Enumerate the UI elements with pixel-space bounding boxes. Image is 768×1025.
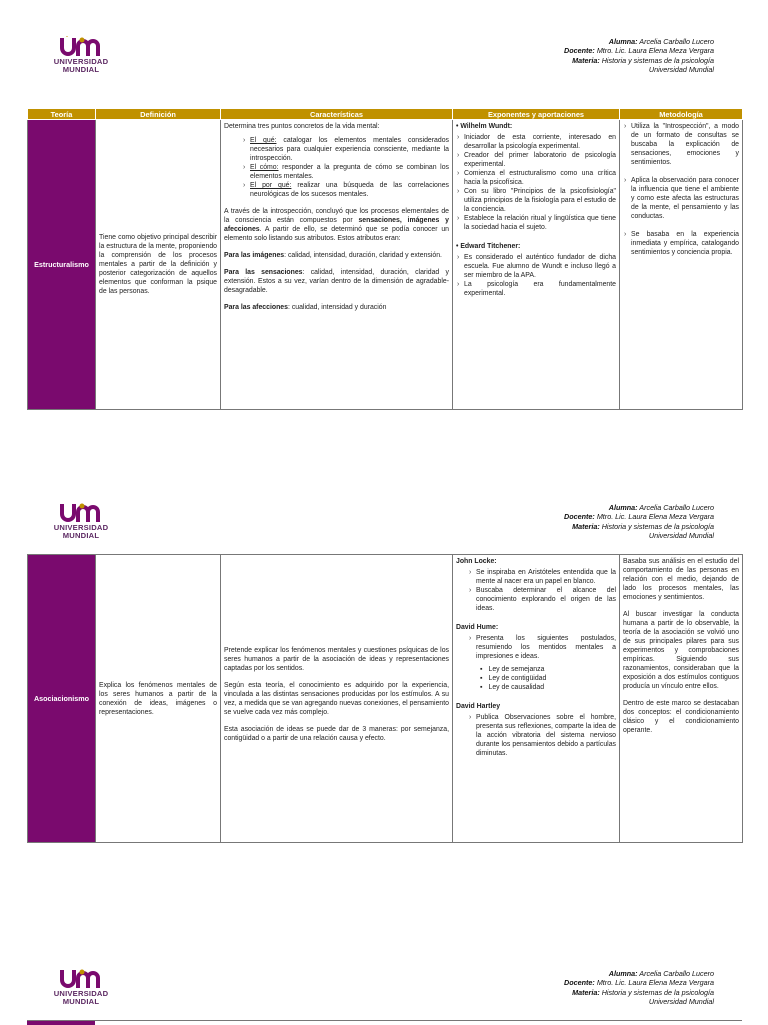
car-intro: Determina tres puntos concretos de la vida mental: [224, 123, 380, 130]
exponent-list [456, 253, 616, 298]
exponent-name: • Edward Titchener: [456, 243, 521, 250]
table-row [28, 120, 743, 410]
metodologia-cell [620, 120, 743, 410]
list-item: › Buscaba determinar el alcance del conocimiento explorando el origen de las ideas. [476, 586, 616, 613]
col-metodologia: Metodología [620, 109, 743, 120]
exponent-name: • Wilhelm Wundt: [456, 123, 513, 130]
logo-line-2: MUNDIAL [62, 531, 100, 540]
university-logo [52, 36, 112, 74]
exponent-name: John Locke: [456, 558, 497, 565]
car-paragraph: A través de la introspección, concluyó que los procesos elementales de la consciencia están compuestos por sensaciones, imágenes y afecciones. A partir de ello, se determinó que se podía conocer un elemento solo listando sus atributos. Estos atributos eran: [224, 208, 449, 242]
car-sensaciones: Para las sensaciones: calidad, intensidad, duración, claridad y extensión. Estos a su vez, varían dentro de la dimensión de agradable-desagradable. [224, 269, 449, 294]
list-item: › Iniciador de esta corriente, interesado en desarrollar la psicología experimental. [464, 133, 616, 151]
list-item: › La psicología era fundamentalmente experimental. [464, 280, 616, 298]
logo-line-1: UNIVERSIDAD [53, 57, 109, 66]
metodologia-cell [620, 555, 743, 843]
list-item: › Aplica la observación para conocer la influencia que tiene el ambiente y como este afecta las estructuras de la mente, el pensamiento y las conductas. [631, 176, 739, 221]
col-definicion: Definición [96, 109, 221, 120]
docente-label: Docente: [564, 46, 595, 56]
table-row [28, 555, 743, 843]
list-item: › Utiliza la "Introspección", a modo de un formato de consultas se buscaba la explicación de sensaciones, emociones y sentimientos. [631, 122, 739, 167]
list-item: › El cómo: responder a la pregunta de cómo se combinan los elementos mentales. [250, 163, 449, 181]
logo-line-1: UNIVERSIDAD [53, 523, 109, 532]
header-info [564, 503, 714, 540]
met-paragraph: Basaba sus análisis en el estudio del comportamiento de las personas en relación con el medio, dejando de lado los procesos mentales, las emociones y sentimientos. [623, 558, 739, 601]
theory-table-2 [27, 554, 743, 843]
col-teoria: Teoría [28, 109, 96, 120]
next-table-edge [27, 1020, 742, 1025]
logo-line-2: MUNDIAL [62, 65, 100, 74]
list-item: ▪ Ley de semejanza [480, 665, 616, 674]
table-header-row [28, 109, 743, 120]
met-paragraph: Dentro de este marco se destacaban dos conceptos: el condicionamiento clásico y el condicionamiento operante. [623, 700, 739, 734]
list-item: › Es considerado el auténtico fundador de dicha escuela. Fue alumno de Wundt e incluso llegó a ser miembro de la APA. [464, 253, 616, 280]
docente-name: Mtro. Lic. Laura Elena Meza Vergara [596, 978, 714, 988]
list-item: › El qué: catalogar los elementos mentales considerados necesarios para cualquier experiencia consciente, mediante la introspección. [250, 136, 449, 163]
materia-label: Materia: [572, 521, 600, 531]
logo-line-2: MUNDIAL [62, 997, 100, 1006]
alumna-label: Alumna: [608, 969, 638, 978]
exponent-list [456, 133, 616, 232]
list-item: ▪ Ley de contigüidad [480, 674, 616, 683]
list-item: › Comienza el estructuralismo como una crítica hacia la psicofísica. [464, 169, 616, 187]
col-exponentes: Exponentes y aportaciones [453, 109, 620, 120]
materia-label: Materia: [572, 987, 600, 997]
docente-name: Mtro. Lic. Laura Elena Meza Vergara [596, 512, 714, 522]
docente-label: Docente: [564, 978, 595, 988]
university-name: Universidad Mundial [648, 996, 714, 1006]
exponent-list [462, 713, 616, 758]
list-item: ▪ Ley de causalidad [480, 683, 616, 692]
car-paragraph: Esta asociación de ideas se puede dar de 3 maneras: por semejanza, contigüidad o a partir de una relación causa y efecto. [224, 726, 449, 742]
car-imagenes: Para las imágenes: calidad, intensidad, duración, claridad y extensión. [224, 252, 442, 259]
docente-name: Mtro. Lic. Laura Elena Meza Vergara [596, 46, 714, 56]
exponentes-cell [453, 555, 620, 843]
theory-table-1 [27, 108, 743, 410]
list-item: › Se basaba en la experiencia inmediata y empírica, catalogando sentimientos y conciencia propia. [631, 230, 739, 257]
university-name: Universidad Mundial [648, 64, 714, 74]
car-list [236, 136, 449, 199]
teoria-cell: Estructuralismo [28, 120, 96, 410]
list-item: › Publica Observaciones sobre el hombre, presenta sus reflexiones, comparte la idea de la acción vibratoria del sistema nervioso durante los pensamientos debido a partículas diminutas. [476, 713, 616, 758]
alumna-name: Arcelia Carballo Lucero [639, 969, 714, 978]
car-paragraph: Según esta teoría, el conocimiento es adquirido por la experiencia, vinculada a las distintas sensaciones producidas por los estímulos. A su vez, a medida que se van agregando nuevas conexiones, el pensamiento se vuelve cada vez más complejo. [224, 682, 449, 716]
materia-name: Historia y sistemas de la psicología [601, 521, 714, 531]
docente-label: Docente: [564, 512, 595, 522]
materia-name: Historia y sistemas de la psicología [601, 987, 714, 997]
list-item: › Creador del primer laboratorio de psicología experimental. [464, 151, 616, 169]
list-item: › Con su libro "Principios de la psicofisiología" utiliza principios de la fisiología para el estudio de la conciencia. [464, 187, 616, 214]
caracteristicas-cell [221, 555, 453, 843]
teoria-cell-partial [27, 1021, 95, 1025]
alumna-label: Alumna: [608, 37, 638, 46]
university-name: Universidad Mundial [648, 530, 714, 540]
list-item: › Establece la relación ritual y lingüística que tiene la sociedad hacia el sujeto. [464, 214, 616, 232]
exponent-list [462, 634, 616, 661]
um-logo-icon [52, 502, 110, 524]
list-item: › El por qué: realizar una búsqueda de las correlaciones neurológicas de los sucesos mentales. [250, 181, 449, 199]
logo-line-1: UNIVERSIDAD [53, 989, 109, 998]
list-item: › Presenta los siguientes postulados, resumiendo los mentidos mentales a impresiones e ideas. [476, 634, 616, 661]
exponent-list [462, 568, 616, 613]
exponent-name: David Hartley [456, 703, 501, 710]
list-item: › Se inspiraba en Aristóteles entendida que la mente al nacer era un papel en blanco. [476, 568, 616, 586]
exponentes-cell [453, 120, 620, 410]
col-caracteristicas: Características [221, 109, 453, 120]
um-logo-icon [52, 968, 110, 990]
exponent-name: David Hume: [456, 624, 499, 631]
teoria-cell: Asociacionismo [28, 555, 96, 843]
materia-name: Historia y sistemas de la psicología [601, 55, 714, 65]
university-logo [52, 968, 112, 1006]
caracteristicas-cell [221, 120, 453, 410]
alumna-name: Arcelia Carballo Lucero [639, 503, 714, 512]
alumna-label: Alumna: [608, 503, 638, 512]
definicion-cell: Explica los fenómenos mentales de los seres humanos a partir de la conexión de ideas, imágenes o representaciones. [96, 555, 221, 843]
materia-label: Materia: [572, 55, 600, 65]
metodologia-list [623, 122, 739, 257]
car-afecciones: Para las afecciones: cualidad, intensidad y duración [224, 304, 387, 311]
car-paragraph: Pretende explicar los fenómenos mentales y cuestiones psíquicas de los seres humanos a partir de la asociación de ideas y representaciones captadas por los sentidos. [224, 647, 449, 672]
um-logo-icon [52, 36, 110, 58]
university-logo [52, 502, 112, 540]
laws-list [480, 665, 616, 692]
definicion-cell: Tiene como objetivo principal describir la estructura de la mente, proponiendo la comprensión de los procesos mentales a partir de la definición y posterior categorización de aquellos elementos que conforman la psique de las personas. [96, 120, 221, 410]
header-info [564, 37, 714, 74]
alumna-name: Arcelia Carballo Lucero [639, 37, 714, 46]
met-paragraph: Al buscar investigar la conducta humana a partir de lo observable, la teoría de la asociación se volvió uno de sus principales pilares para sus experimentos y comprobaciones empíricas. Siguiendo sus razonamientos, consideraban que la exposición a dos estímulos contiguos producía un vínculo entre ellos. [623, 611, 739, 690]
header-info [564, 969, 714, 1006]
